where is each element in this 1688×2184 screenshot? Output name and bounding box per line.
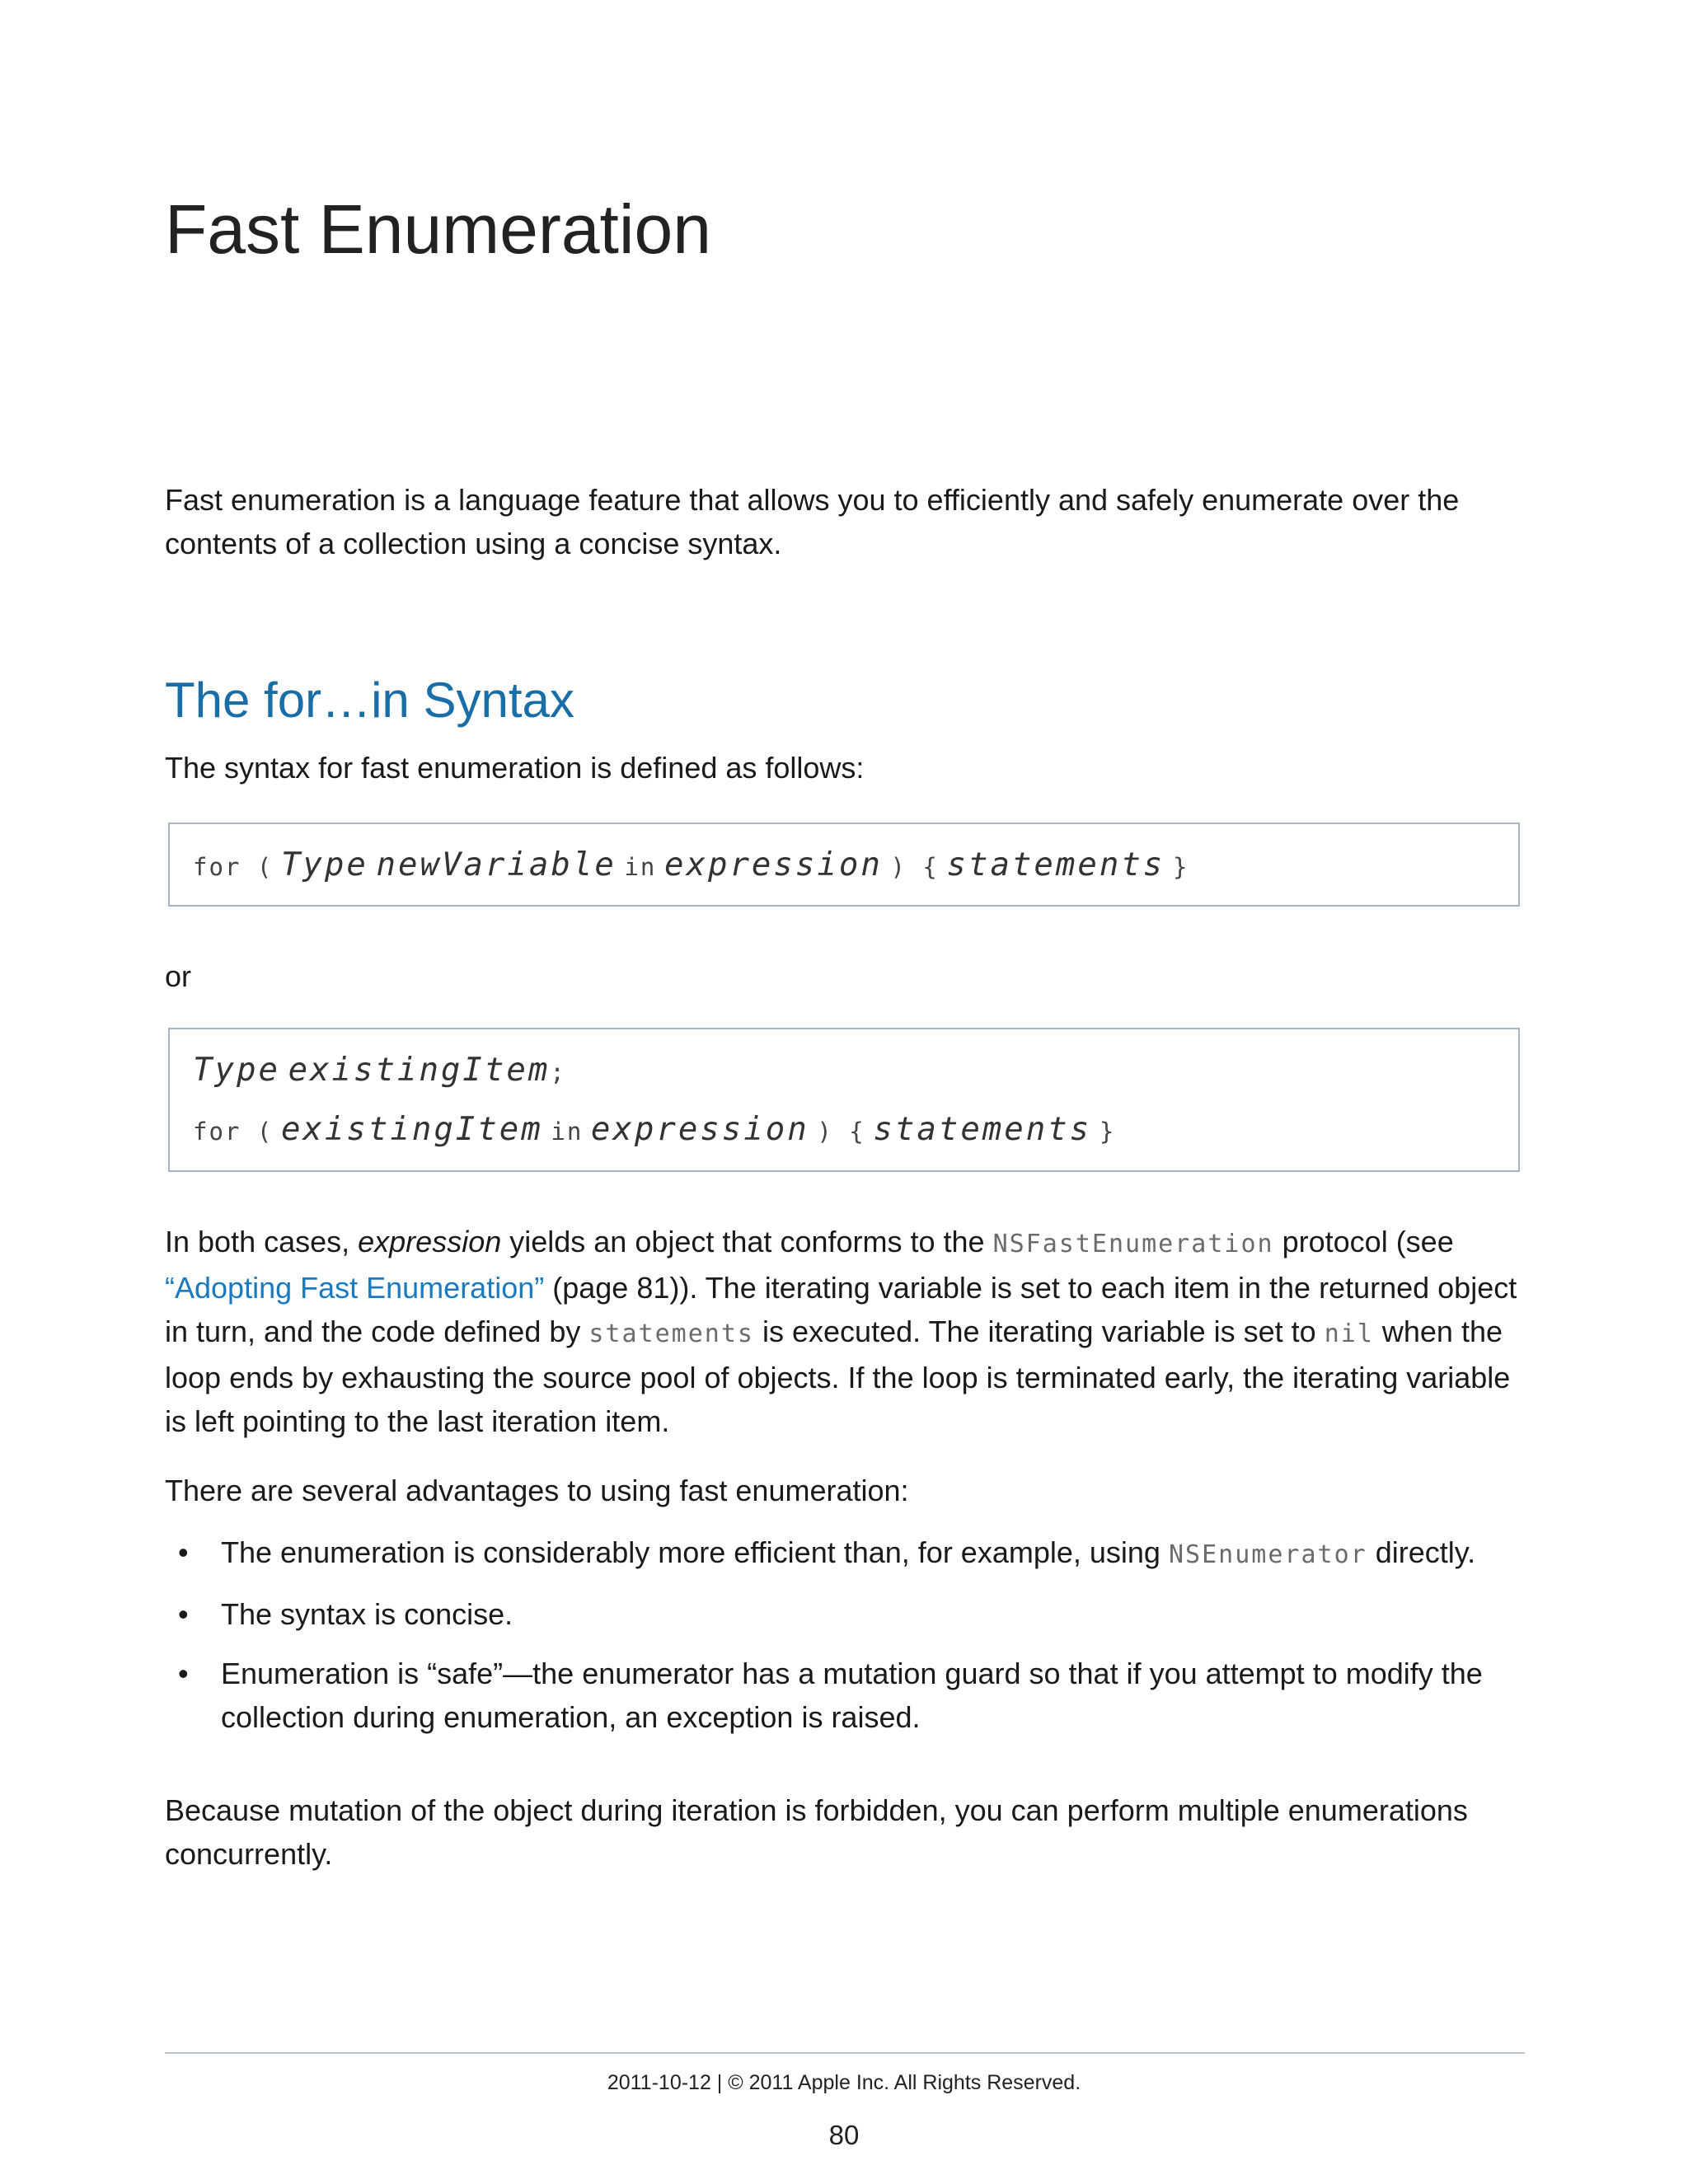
code-existing-item: existingItem bbox=[280, 1111, 543, 1148]
chapter-title: Fast Enumeration bbox=[165, 190, 711, 268]
or-text: or bbox=[165, 959, 192, 993]
explanation-text: is executed. The iterating variable is set to bbox=[754, 1315, 1325, 1348]
code-statements: statements bbox=[873, 1111, 1092, 1148]
advantages-list bbox=[165, 1530, 1533, 1755]
code-type: Type bbox=[280, 846, 368, 883]
code-keyword-for: for ( bbox=[193, 1118, 274, 1146]
list-item bbox=[165, 1652, 1533, 1739]
code-line bbox=[193, 1052, 566, 1089]
adopting-fast-enumeration-link[interactable]: “Adopting Fast Enumeration” bbox=[165, 1271, 545, 1305]
advantages-intro: There are several advantages to using fast enumeration: bbox=[165, 1474, 909, 1507]
footer-divider bbox=[165, 2052, 1525, 2054]
code-block-existing-item bbox=[168, 1028, 1520, 1172]
intro-paragraph: Fast enumeration is a language feature that allows you to efficiently and safely enumerate over the contents of a collection using a concise syntax. bbox=[165, 483, 1460, 560]
code-type: Type bbox=[193, 1052, 280, 1089]
explanation-text: yields an object that conforms to the bbox=[501, 1225, 993, 1258]
explanation-text: (page 81)). The iterating variable is set to each item in the returned object in turn, and the code defined by bbox=[165, 1271, 1517, 1348]
code-line bbox=[193, 846, 1189, 883]
bullet-text: Enumeration is “safe”—the enumerator has a mutation guard so that if you attempt to modify the collection during enumeration, an exception is raised. bbox=[221, 1657, 1483, 1734]
explanation-text: when the loop ends by exhausting the source pool of objects. If the loop is terminated early, the iterating variable is left pointing to the last iteration item. bbox=[165, 1315, 1511, 1438]
code-close-brace: } bbox=[1099, 1118, 1116, 1146]
list-item bbox=[165, 1530, 1533, 1577]
expression-term: expression bbox=[358, 1225, 502, 1258]
code-statements: statements bbox=[946, 846, 1165, 883]
nil-code: nil bbox=[1324, 1319, 1374, 1348]
code-new-variable: newVariable bbox=[376, 846, 617, 883]
nsenumerator-code: NSEnumerator bbox=[1168, 1540, 1367, 1569]
list-item bbox=[165, 1592, 1533, 1636]
statements-code: statements bbox=[588, 1319, 754, 1348]
bullet-icon: • bbox=[178, 1657, 189, 1690]
page-number: 80 bbox=[828, 2120, 860, 2150]
protocol-code: NSFastEnumeration bbox=[992, 1230, 1274, 1258]
code-existing-item: existingItem bbox=[288, 1052, 551, 1089]
code-keyword-in: in bbox=[624, 853, 657, 881]
code-semicolon: ; bbox=[550, 1058, 566, 1086]
explanation-text: protocol (see bbox=[1273, 1225, 1454, 1258]
code-close-brace: } bbox=[1172, 853, 1189, 881]
code-keyword-in: in bbox=[551, 1118, 584, 1146]
code-paren-brace: ) { bbox=[890, 853, 939, 881]
code-line bbox=[193, 1113, 1115, 1146]
explanation-text: In both cases, bbox=[165, 1225, 359, 1258]
syntax-intro: The syntax for fast enumeration is defined as follows: bbox=[165, 751, 865, 785]
code-keyword-for: for ( bbox=[193, 853, 274, 881]
footer-copyright: 2011-10-12 | © 2011 Apple Inc. All Rights Reserved. bbox=[607, 2071, 1081, 2094]
explanation-paragraph bbox=[165, 1220, 1525, 1443]
code-block-for-in bbox=[168, 823, 1520, 907]
bullet-icon: • bbox=[178, 1597, 189, 1631]
code-expression: expression bbox=[590, 1111, 809, 1148]
bullet-text: The syntax is concise. bbox=[221, 1597, 513, 1631]
closing-paragraph: Because mutation of the object during iteration is forbidden, you can perform multiple enumerations concurrently. bbox=[165, 1793, 1468, 1871]
section-heading: The for…in Syntax bbox=[165, 673, 574, 728]
code-expression: expression bbox=[664, 846, 883, 883]
code-paren-brace: ) { bbox=[817, 1118, 865, 1146]
bullet-icon: • bbox=[178, 1535, 189, 1569]
bullet-text: directly. bbox=[1367, 1535, 1476, 1569]
bullet-text: The enumeration is considerably more efficient than, for example, using bbox=[221, 1535, 1169, 1569]
